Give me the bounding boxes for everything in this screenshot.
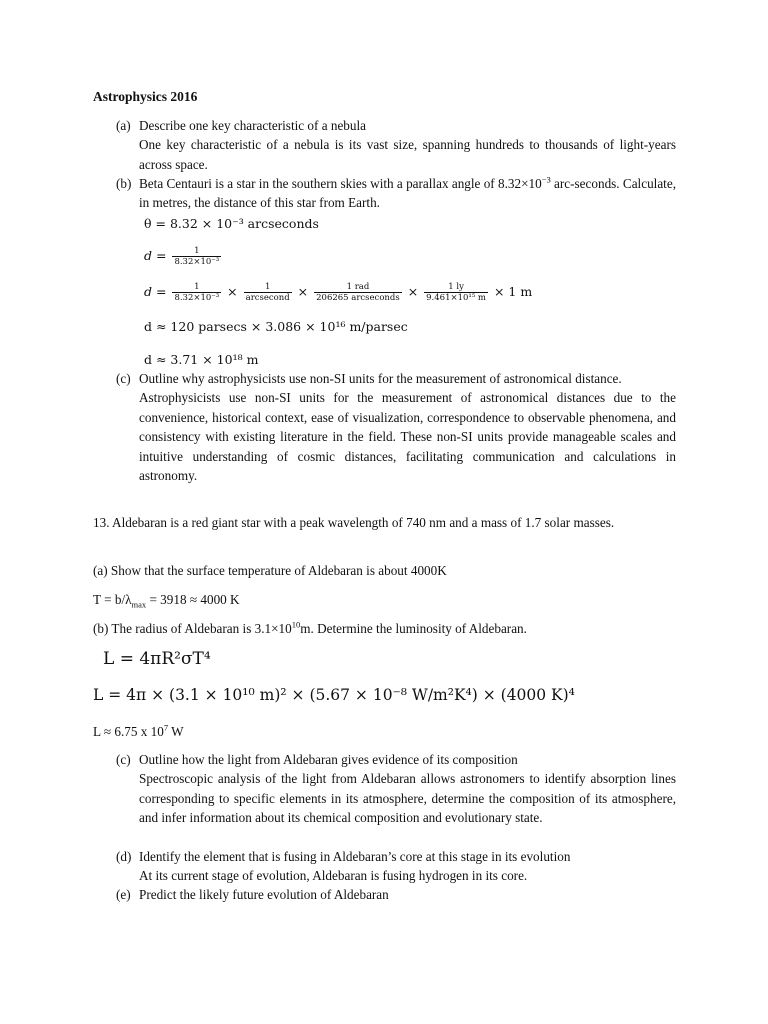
- equation-d-result: d ≈ 3.71 × 10¹⁸ m: [144, 352, 259, 367]
- question-13c-text: Outline how the light from Aldebaran gives evidence of its composition: [139, 752, 518, 767]
- question-a: [116, 116, 676, 174]
- equation-luminosity-substituted: L = 4π × (3.1 × 10¹⁰ m)² × (5.67 × 10⁻⁸ W/m²K⁴) × (4000 K)⁴: [93, 686, 575, 704]
- question-b: [116, 174, 676, 213]
- question-b-label: (b): [116, 176, 132, 191]
- question-c-label: (c): [116, 371, 131, 386]
- question-13a-text: (a) Show that the surface temperature of Aldebaran is about 4000K: [93, 563, 447, 578]
- answer-a-text: One key characteristic of a nebula is its vast size, spanning hundreds to thousands of light-years across space.: [139, 137, 676, 172]
- question-13d-text: Identify the element that is fusing in Aldebaran’s core at this stage in its evolution: [139, 849, 571, 864]
- question-13d-label: (d): [116, 849, 132, 864]
- equation-luminosity-formula: L = 4πR²σT⁴: [103, 649, 211, 669]
- answer-c-text: Astrophysicists use non-SI units for the measurement of astronomical distances due to the convenience, historical context, ease of visualization, correspondence to observable phenomena, and consistency with existing literature in the field. These non-SI units provide manageable scales and intuitive understanding of cosmic distances, facilitating communication and calculations in astronomy.: [139, 390, 676, 484]
- answer-13b-text: L ≈ 6.75 x $10^7$ W: [93, 722, 184, 739]
- question-13b-text: (b) The radius of Aldebaran is $3.1\times 10^{10}m$. Determine the luminosity of Aldebaran.: [93, 619, 527, 636]
- question-13-intro: 13. Aldebaran is a red giant star with a peak wavelength of 740 nm and a mass of 1.7 solar masses.: [93, 515, 615, 530]
- question-13e-label: (e): [116, 887, 131, 902]
- question-13e: [116, 885, 676, 904]
- equation-theta: θ = 8.32 × 10⁻³ arcseconds: [144, 216, 319, 231]
- equation-d-parsecs: d ≈ 120 parsecs × 3.086 × 10¹⁶ m/parsec: [144, 319, 408, 334]
- answer-13d-text: At its current stage of evolution, Aldebaran is fusing hydrogen in its core.: [139, 868, 528, 884]
- question-a-text: Describe one key characteristic of a nebula: [139, 118, 367, 133]
- question-c: [116, 369, 676, 485]
- answer-13c-text: Spectroscopic analysis of the light from Aldebaran allows astronomers to identify absorption lines corresponding to specific elements in its atmosphere, determine the composition of its atmosphere, and infer information about its chemical composition and evolutionary state.: [139, 771, 676, 826]
- answer-13a-text: $T = b/\lambda_{max} = 3918 \approx 4000$ K: [93, 592, 240, 610]
- question-a-label: (a): [116, 118, 131, 133]
- page-title: Astrophysics 2016: [93, 89, 198, 104]
- question-13e-text: Predict the likely future evolution of Aldebaran: [139, 887, 389, 902]
- question-13c-label: (c): [116, 752, 131, 767]
- equation-d-conversion: d = $\frac{1}{\text{8.32×10⁻³}}$ × $\frac{1}{\text{arcsecond}}$ × $\frac{\text{1 rad}}{\text{206265 arcseconds}}$ × $\frac{1 ly}{\text{9.461×10¹⁵ m}}$ × 1 m: [144, 282, 533, 303]
- question-c-text: Outline why astrophysicists use non-SI units for the measurement of astronomical distance.: [139, 371, 622, 386]
- question-b-text: Beta Centauri is a star in the southern skies with a parallax angle of $8.32\times 10^{-3}$ arc-seconds. Calculate, in metres, the distance of this star from Earth.: [139, 174, 676, 211]
- question-13d: [116, 847, 676, 886]
- question-13c: [116, 750, 676, 828]
- equation-d-fraction: d = $\frac{1}{\text{8.32×10⁻³}}$: [144, 246, 220, 267]
